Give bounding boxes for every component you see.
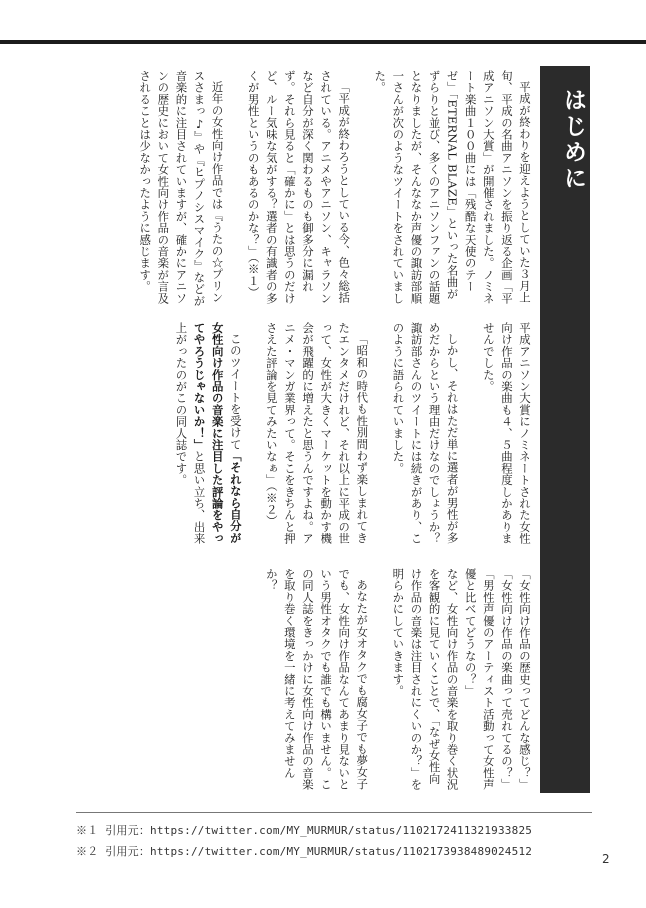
text-block-lower [84, 568, 534, 796]
page-number: 2 [602, 852, 610, 866]
footnote-divider [76, 812, 592, 813]
motivation-emphasis: 「それなら自分が女性向け作品の音楽に注目した評論をやってやろうじゃないか！」 [192, 322, 243, 545]
page-title: はじめに [540, 66, 590, 793]
paragraph-invitation: あなたが女オタクでも腐女子でも夢女子でも、女性向け作品なんてあまり見ないという男性オタクでも誰でも構いません。この同人誌をきっかけに女性向け作品の音楽を取り巻く環境を一緒に考えてみませんか？ [264, 568, 370, 791]
text-block-middle [84, 322, 534, 554]
quote-tweet-2: 「昭和の時代も性別問わず楽しまれてきたエンタメだけれど、それ以上に平成の世って、女性が大きくマーケットを動かす機会が飛躍的に増えたと思うんですよね。アニメ・マンガ業界って。そこをきちんと押さえた評論を見てみたいなぁ」（※２） [264, 322, 370, 545]
motivation-post: と思い立ち、出来上がったのがこの同人誌です。 [174, 322, 207, 545]
paragraph-nominees: 平成アニソン大賞にノミネートされた女性向け作品の楽曲も４、５曲程度しかありませんでした。 [481, 322, 532, 545]
quote-tweet-1: 「平成が終わろうとしている今、色々総括されている。アニメやアニソン、キャラソンなど自分が深く関わるものも御多分に漏れず。それら見ると「確かに」とは思うのだけど、ルー気味な気がする？選者の有識者の多くが男性というのもあるのかな？」（※１） [246, 70, 352, 304]
footnote-1: ※１ 引用元：https://twitter.com/MY_MURMUR/status/1102172411321933825 [76, 824, 533, 837]
footnote-2: ※２ 引用元：https://twitter.com/MY_MURMUR/status/1102173938489024512 [76, 845, 533, 858]
paragraph-context: 近年の女性向け作品では『うたの☆プリンスさまっ♪』や『ヒプノシスマイク』などが音楽的に注目されていますが、確かにアニソンの歴史において女性向け作品の音楽が言及されることは少なかったように感じます。 [138, 70, 225, 307]
paragraph-question: しかし、それはただ単に選者が男性が多めだからという理由だけなのでしょうか？諏訪部さんのツイートには続きがあり、このように語られていました。 [391, 322, 460, 545]
motivation-pre: このツイートを受けて [228, 333, 243, 451]
top-rule [0, 40, 646, 44]
text-block-upper [84, 70, 534, 308]
question-list: 「女性向け作品の歴史ってどんな感じ？」「女性向け作品の楽曲って売れてるの？」「男性声優のアーティスト活動って女性声優と比べてどうなの？」 [463, 568, 532, 791]
paragraph-approach: など、女性向け作品の音楽を取り巻く状況を客観的に見ていくことで、「なぜ女性向け作品の音楽は注目されにくいのか？」を明らかにしていきます。 [391, 568, 460, 791]
paragraph-intro: 平成が終わりを迎えようとしていた３月上旬、平成の名曲アニソンを振り返る企画「平成アニソン大賞」が開催されました。ノミネート楽曲１００曲には「残酷な天使のテーゼ」「ETERNAL BLAZE」といった名曲がずらりと並び、多くのアニソンファンの話題となりましたが、そんななか声優の諏訪部順一さんが次のようなツイートをされていました。 [373, 70, 532, 304]
paragraph-motivation [172, 322, 244, 554]
